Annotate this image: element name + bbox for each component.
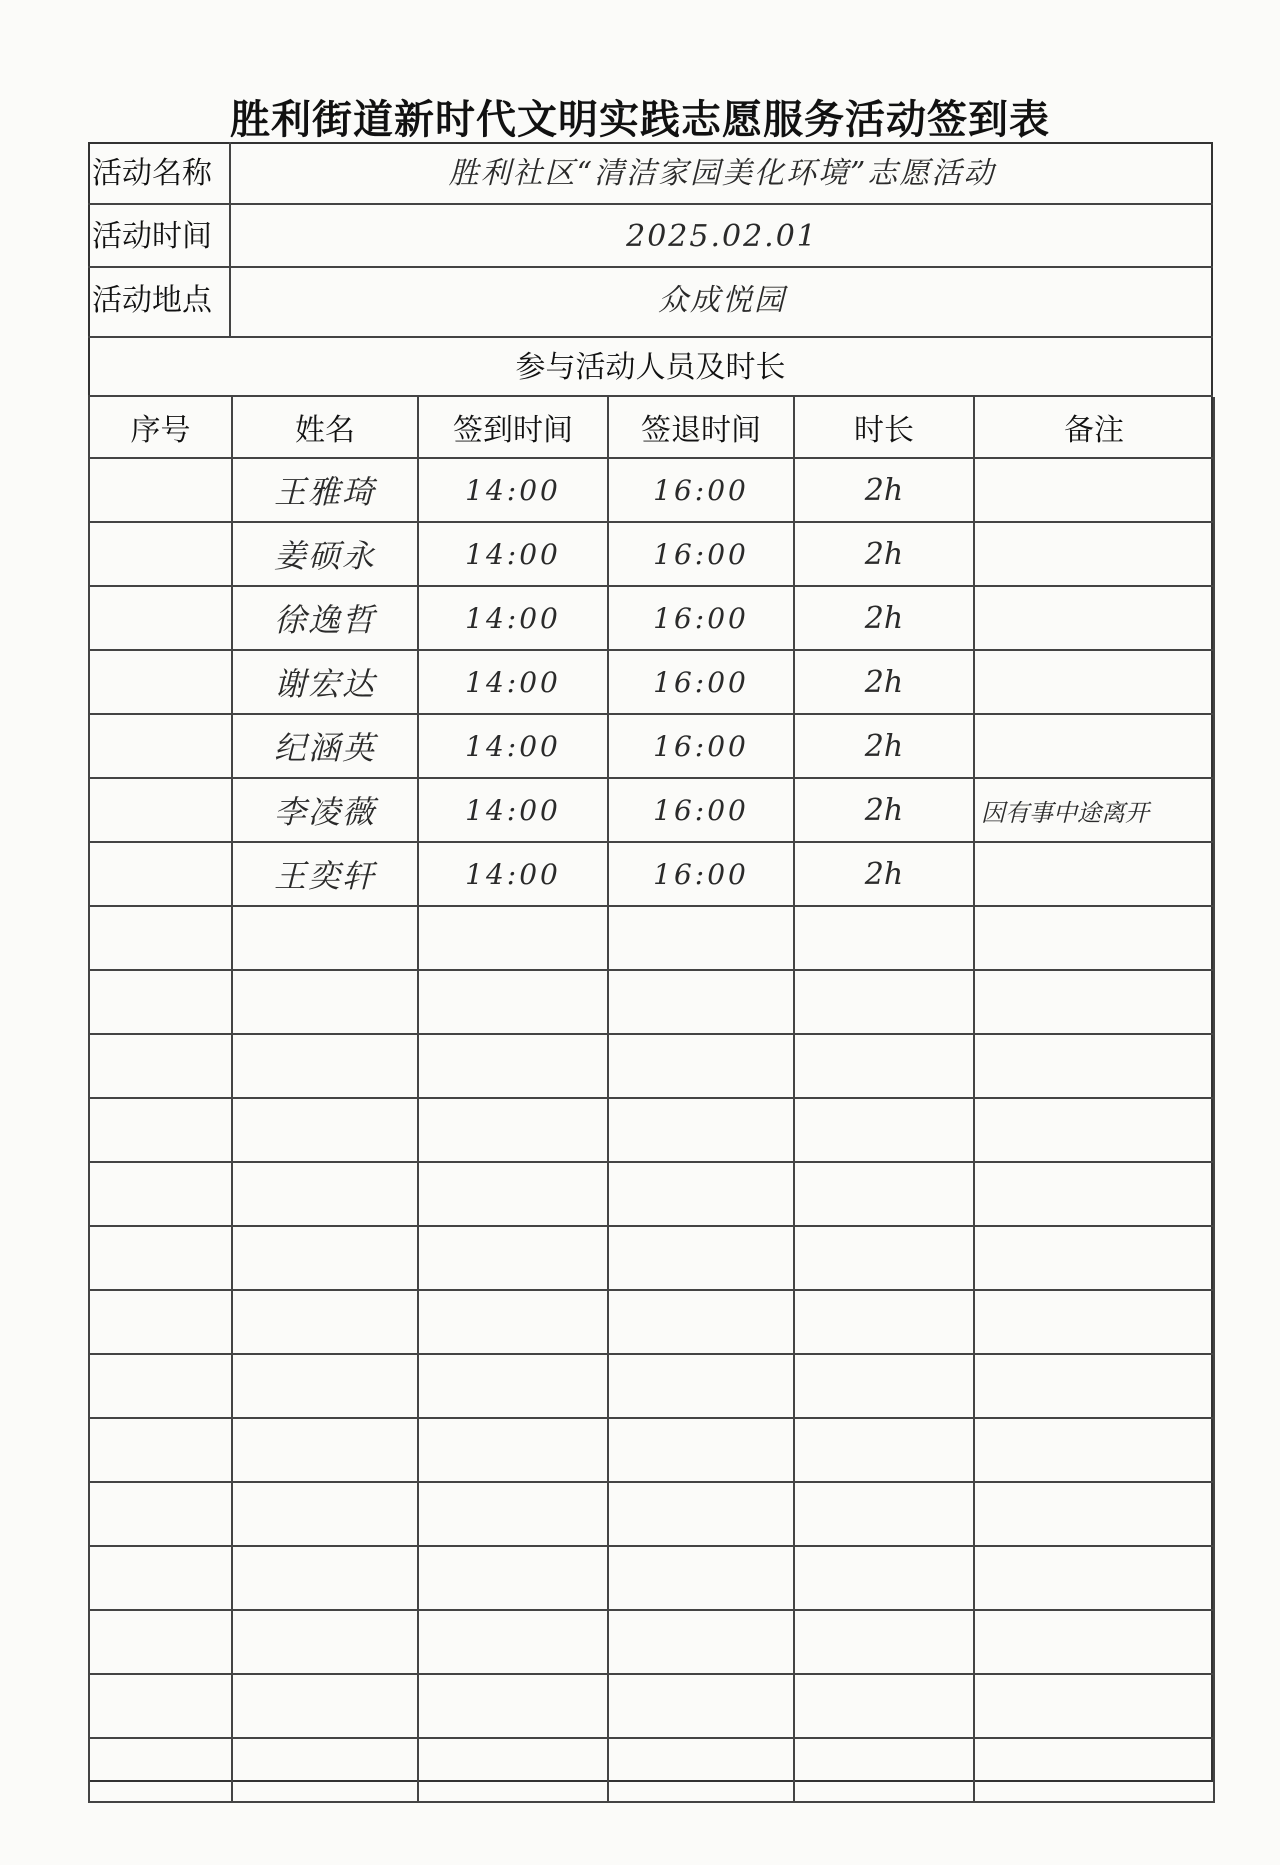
row-checkin-time — [418, 1226, 608, 1290]
row-number — [89, 1290, 232, 1354]
table-row — [89, 522, 1214, 586]
row-duration — [794, 1546, 974, 1610]
row-checkin-time — [418, 1290, 608, 1354]
row-name — [232, 1418, 418, 1482]
row-name — [232, 1482, 418, 1546]
row-duration — [794, 1034, 974, 1098]
row-checkout-time: 16:00 — [608, 586, 794, 650]
row-note — [974, 1418, 1214, 1482]
row-number — [89, 458, 232, 522]
row-number — [89, 778, 232, 842]
row-name — [232, 1290, 418, 1354]
row-duration — [794, 970, 974, 1034]
row-duration — [794, 1738, 974, 1802]
row-duration: 2h — [794, 650, 974, 714]
row-number — [89, 1610, 232, 1674]
activity-name-value: 胜利社区“清洁家园美化环境”志愿活动 — [448, 156, 996, 191]
row-checkout-time: 16:00 — [608, 458, 794, 522]
row-number — [89, 970, 232, 1034]
col-header-note: 备注 — [974, 397, 1214, 458]
row-checkout-time — [608, 1354, 794, 1418]
table-row — [89, 458, 1214, 522]
row-name — [232, 1546, 418, 1610]
col-header-duration: 时长 — [794, 397, 974, 458]
row-note — [974, 1098, 1214, 1162]
col-header-name: 姓名 — [232, 397, 418, 458]
row-checkout-time — [608, 1674, 794, 1738]
row-checkout-time — [608, 906, 794, 970]
row-duration — [794, 1482, 974, 1546]
activity-time-row — [88, 205, 1213, 268]
row-duration: 2h — [794, 458, 974, 522]
activity-time-label: 活动时间 — [88, 205, 231, 266]
row-name: 谢宏达 — [232, 650, 418, 714]
row-checkout-time: 16:00 — [608, 778, 794, 842]
table-row — [89, 1482, 1214, 1546]
table-row — [89, 1226, 1214, 1290]
row-name: 王雅琦 — [232, 458, 418, 522]
row-name — [232, 1610, 418, 1674]
row-checkout-time: 16:00 — [608, 842, 794, 906]
row-note — [974, 714, 1214, 778]
row-number — [89, 1226, 232, 1290]
table-row — [89, 778, 1214, 842]
row-name — [232, 970, 418, 1034]
row-number — [89, 1034, 232, 1098]
table-row — [89, 1162, 1214, 1226]
row-checkout-time: 16:00 — [608, 522, 794, 586]
activity-place-row — [88, 268, 1213, 338]
row-note — [974, 1290, 1214, 1354]
activity-name-label: 活动名称 — [88, 142, 231, 203]
row-note — [974, 586, 1214, 650]
row-number — [89, 522, 232, 586]
row-checkin-time: 14:00 — [418, 714, 608, 778]
row-checkin-time: 14:00 — [418, 842, 608, 906]
table-row — [89, 1354, 1214, 1418]
row-number — [89, 1546, 232, 1610]
row-checkout-time — [608, 1162, 794, 1226]
row-name: 李凌薇 — [232, 778, 418, 842]
row-checkin-time — [418, 1674, 608, 1738]
row-note — [974, 1354, 1214, 1418]
row-checkin-time — [418, 1610, 608, 1674]
row-note: 因有事中途离开 — [974, 778, 1214, 842]
table-row — [89, 1610, 1214, 1674]
row-duration — [794, 1610, 974, 1674]
row-name — [232, 1162, 418, 1226]
row-duration — [794, 1354, 974, 1418]
row-checkout-time — [608, 1226, 794, 1290]
row-duration: 2h — [794, 778, 974, 842]
row-number — [89, 906, 232, 970]
row-checkout-time: 16:00 — [608, 650, 794, 714]
table-row — [89, 586, 1214, 650]
row-duration — [794, 1226, 974, 1290]
table-row — [89, 1674, 1214, 1738]
row-duration: 2h — [794, 522, 974, 586]
row-checkin-time — [418, 1354, 608, 1418]
row-duration: 2h — [794, 842, 974, 906]
row-note — [974, 650, 1214, 714]
row-number — [89, 1674, 232, 1738]
row-checkin-time — [418, 1162, 608, 1226]
row-checkout-time — [608, 1418, 794, 1482]
row-checkout-time — [608, 1738, 794, 1802]
attendance-table — [88, 397, 1215, 1803]
activity-place-value: 众成悦园 — [658, 283, 786, 318]
table-row — [89, 650, 1214, 714]
row-number — [89, 1354, 232, 1418]
row-note — [974, 1482, 1214, 1546]
row-number — [89, 842, 232, 906]
row-note — [974, 458, 1214, 522]
row-checkout-time — [608, 1482, 794, 1546]
row-duration — [794, 1674, 974, 1738]
table-row — [89, 1738, 1214, 1802]
table-row — [89, 1034, 1214, 1098]
row-duration: 2h — [794, 714, 974, 778]
row-note — [974, 522, 1214, 586]
row-checkin-time — [418, 1034, 608, 1098]
row-name: 王奕轩 — [232, 842, 418, 906]
row-note — [974, 1674, 1214, 1738]
row-name — [232, 1098, 418, 1162]
row-note — [974, 1546, 1214, 1610]
row-name: 姜硕永 — [232, 522, 418, 586]
table-header-row — [89, 397, 1214, 458]
activity-place-label: 活动地点 — [88, 268, 231, 336]
row-number — [89, 714, 232, 778]
row-duration — [794, 1162, 974, 1226]
row-checkout-time — [608, 1098, 794, 1162]
row-number — [89, 1738, 232, 1802]
row-checkin-time: 14:00 — [418, 586, 608, 650]
table-row — [89, 970, 1214, 1034]
row-name — [232, 1738, 418, 1802]
row-note — [974, 906, 1214, 970]
row-note — [974, 1738, 1214, 1802]
table-row — [89, 906, 1214, 970]
row-checkin-time — [418, 1418, 608, 1482]
table-row — [89, 1418, 1214, 1482]
row-checkout-time: 16:00 — [608, 714, 794, 778]
table-row — [89, 714, 1214, 778]
row-name: 纪涵英 — [232, 714, 418, 778]
row-duration — [794, 1098, 974, 1162]
row-checkout-time — [608, 1546, 794, 1610]
row-name — [232, 1034, 418, 1098]
row-checkin-time: 14:00 — [418, 650, 608, 714]
row-number — [89, 650, 232, 714]
row-note — [974, 1610, 1214, 1674]
col-header-no: 序号 — [89, 397, 232, 458]
row-number — [89, 1098, 232, 1162]
row-checkout-time — [608, 1610, 794, 1674]
row-checkin-time — [418, 906, 608, 970]
activity-time-value: 2025.02.01 — [626, 219, 818, 254]
row-duration — [794, 906, 974, 970]
row-checkin-time — [418, 970, 608, 1034]
table-row — [89, 842, 1214, 906]
col-header-checkout: 签退时间 — [608, 397, 794, 458]
row-number — [89, 1418, 232, 1482]
row-checkin-time — [418, 1738, 608, 1802]
row-duration: 2h — [794, 586, 974, 650]
table-row — [89, 1290, 1214, 1354]
row-name: 徐逸哲 — [232, 586, 418, 650]
row-note — [974, 1162, 1214, 1226]
row-name — [232, 1226, 418, 1290]
row-number — [89, 1482, 232, 1546]
row-name — [232, 1674, 418, 1738]
row-duration — [794, 1418, 974, 1482]
row-duration — [794, 1290, 974, 1354]
row-name — [232, 906, 418, 970]
table-row — [89, 1546, 1214, 1610]
row-name — [232, 1354, 418, 1418]
row-number — [89, 586, 232, 650]
row-note — [974, 970, 1214, 1034]
row-checkout-time — [608, 1034, 794, 1098]
row-note — [974, 1034, 1214, 1098]
section-title: 参与活动人员及时长 — [88, 338, 1213, 397]
row-checkin-time: 14:00 — [418, 778, 608, 842]
row-checkout-time — [608, 970, 794, 1034]
row-checkin-time — [418, 1546, 608, 1610]
row-checkin-time — [418, 1482, 608, 1546]
col-header-checkin: 签到时间 — [418, 397, 608, 458]
row-checkout-time — [608, 1290, 794, 1354]
row-number — [89, 1162, 232, 1226]
row-checkin-time — [418, 1098, 608, 1162]
page-title: 胜利街道新时代文明实践志愿服务活动签到表 — [230, 97, 1050, 143]
table-row — [89, 1098, 1214, 1162]
row-note — [974, 1226, 1214, 1290]
row-checkin-time: 14:00 — [418, 458, 608, 522]
activity-name-row — [88, 142, 1213, 205]
row-note — [974, 842, 1214, 906]
row-checkin-time: 14:00 — [418, 522, 608, 586]
